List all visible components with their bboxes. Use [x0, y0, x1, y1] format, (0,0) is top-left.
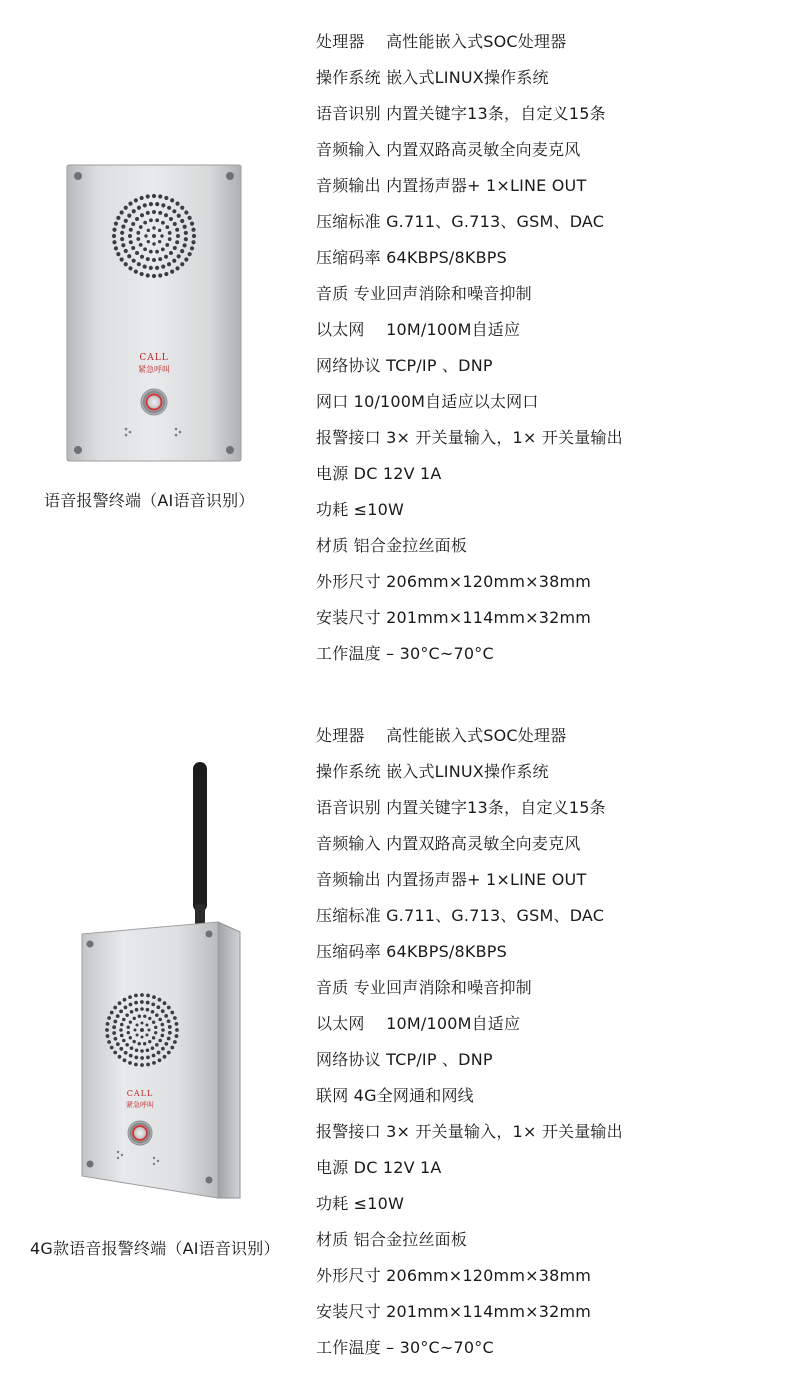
call-label: CALL	[139, 353, 169, 363]
product-section-4g	[0, 694, 790, 1388]
intercom-panel-graphic	[66, 164, 242, 462]
spec-row: 音频输入 内置双路高灵敏全向麦克风	[316, 834, 581, 853]
spec-row: 功耗 ≤10W	[316, 1194, 405, 1213]
spec-row: 工作温度 – 30°C~70°C	[316, 1338, 494, 1357]
spec-row: 联网 4G全网通和网线	[316, 1086, 474, 1105]
spec-row: 音频输入 内置双路高灵敏全向麦克风	[316, 140, 581, 159]
call-sub-label: 紧急呼叫	[138, 365, 170, 374]
spec-row: 材质 铝合金拉丝面板	[316, 1230, 468, 1249]
spec-row: 压缩标准 G.711、G.713、GSM、DAC	[316, 906, 605, 925]
screw-icon	[206, 1177, 213, 1184]
spec-row: 电源 DC 12V 1A	[316, 1158, 442, 1177]
spec-row: 音质 专业回声消除和噪音抑制	[316, 978, 532, 997]
call-button[interactable]	[141, 389, 167, 415]
spec-row: 操作系统 嵌入式LINUX操作系统	[316, 762, 549, 781]
spec-row: 外形尺寸 206mm×120mm×38mm	[316, 572, 592, 591]
spec-row: 报警接口 3× 开关量输入，1× 开关量输出	[316, 1122, 623, 1141]
spec-row: 外形尺寸 206mm×120mm×38mm	[316, 1266, 592, 1285]
spec-list	[316, 24, 623, 672]
call-label: CALL	[126, 1089, 154, 1098]
screw-icon	[87, 941, 94, 948]
screw-icon	[226, 446, 234, 454]
spec-row: 语音识别 内置关键字13条，自定义15条	[316, 798, 606, 817]
spec-row: 功耗 ≤10W	[316, 500, 405, 519]
product-caption: 4G款语音报警终端（AI语音识别）	[30, 1239, 280, 1258]
spec-row: 音频输出 内置扬声器+ 1×LINE OUT	[316, 870, 587, 889]
spec-row: 电源 DC 12V 1A	[316, 464, 442, 483]
spec-row: 材质 铝合金拉丝面板	[316, 536, 468, 555]
screw-icon	[206, 931, 213, 938]
spec-row: 以太网 10M/100M自适应	[316, 1014, 521, 1033]
spec-row: 压缩码率 64KBPS/8KBPS	[316, 248, 507, 267]
device-image-4g	[78, 754, 248, 1206]
screw-icon	[74, 172, 82, 180]
spec-row: 压缩标准 G.711、G.713、GSM、DAC	[316, 212, 605, 231]
call-button[interactable]	[128, 1121, 152, 1145]
spec-row: 音质 专业回声消除和噪音抑制	[316, 284, 532, 303]
spec-row: 安装尺寸 201mm×114mm×32mm	[316, 608, 592, 627]
spec-row: 报警接口 3× 开关量输入，1× 开关量输出	[316, 428, 623, 447]
screw-icon	[87, 1161, 94, 1168]
device-image-standard	[66, 164, 242, 466]
spec-row: 工作温度 – 30°C~70°C	[316, 644, 494, 663]
spec-row: 语音识别 内置关键字13条，自定义15条	[316, 104, 606, 123]
spec-row: 处理器 高性能嵌入式SOC处理器	[316, 726, 567, 745]
spec-row: 音频输出 内置扬声器+ 1×LINE OUT	[316, 176, 587, 195]
intercom-4g-graphic	[78, 754, 248, 1202]
spec-row: 处理器 高性能嵌入式SOC处理器	[316, 32, 567, 51]
spec-row: 网络协议 TCP/IP 、DNP	[316, 1050, 493, 1069]
spec-row: 安装尺寸 201mm×114mm×32mm	[316, 1302, 592, 1321]
antenna-icon	[193, 762, 207, 924]
screw-icon	[74, 446, 82, 454]
call-sub-label: 紧急呼叫	[126, 1101, 154, 1109]
spec-row: 压缩码率 64KBPS/8KBPS	[316, 942, 507, 961]
spec-row: 操作系统 嵌入式LINUX操作系统	[316, 68, 549, 87]
spec-row: 网口 10/100M自适应以太网口	[316, 392, 539, 411]
spec-row: 网络协议 TCP/IP 、DNP	[316, 356, 493, 375]
spec-list	[316, 718, 623, 1366]
screw-icon	[226, 172, 234, 180]
product-caption: 语音报警终端（AI语音识别）	[44, 491, 255, 510]
spec-row: 以太网 10M/100M自适应	[316, 320, 521, 339]
